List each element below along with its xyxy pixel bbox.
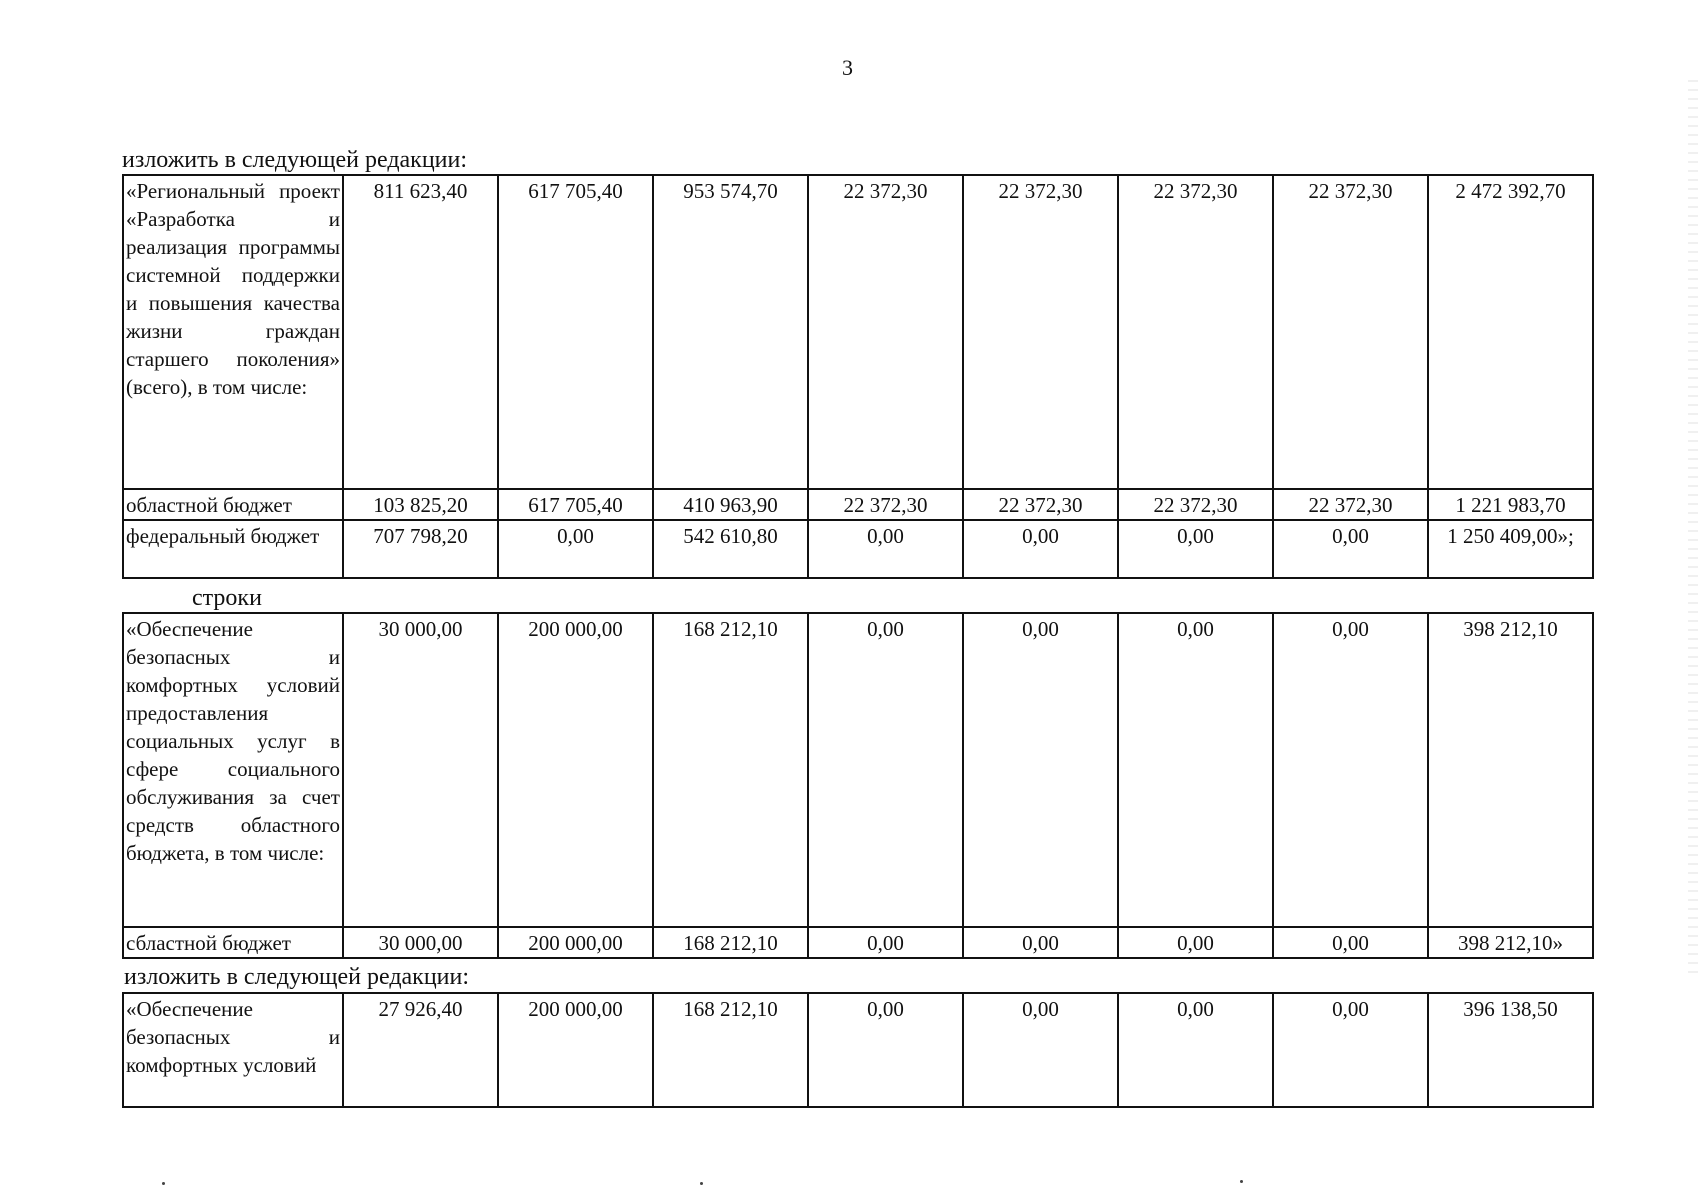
value-cell: 0,00 — [1118, 613, 1273, 927]
value-cell: 0,00 — [1273, 613, 1428, 927]
row-label: «Обеспечение безопасных и комфортных условий — [123, 993, 343, 1107]
value-cell: 30 000,00 — [343, 613, 498, 927]
value-cell: 0,00 — [498, 520, 653, 578]
value-cell: 168 212,10 — [653, 927, 808, 958]
value-cell: 27 926,40 — [343, 993, 498, 1107]
value-cell: 22 372,30 — [808, 489, 963, 520]
value-cell: 22 372,30 — [808, 175, 963, 489]
value-cell: 22 372,30 — [1118, 175, 1273, 489]
value-cell: 0,00 — [1273, 520, 1428, 578]
total-cell: 396 138,50 — [1428, 993, 1593, 1107]
value-cell: 22 372,30 — [1118, 489, 1273, 520]
table-row — [123, 489, 1593, 520]
budget-table-safe-conditions-new — [122, 992, 1594, 1108]
table-row — [123, 613, 1593, 927]
total-cell: 1 250 409,00»; — [1428, 520, 1593, 578]
value-cell: 22 372,30 — [1273, 489, 1428, 520]
row-label: «Обеспечение безопасных и комфортных условий предоставления социальных услуг в сфере социального обслуживания за счет средств областного бюджета, в том числе: — [123, 613, 343, 927]
table-row — [123, 520, 1593, 578]
value-cell: 410 963,90 — [653, 489, 808, 520]
value-cell: 542 610,80 — [653, 520, 808, 578]
value-cell: 0,00 — [963, 520, 1118, 578]
budget-table-regional-project — [122, 174, 1594, 579]
caption-rows: строки — [192, 585, 262, 611]
caption-new-edition-1: изложить в следующей редакции: — [122, 147, 468, 173]
value-cell: 200 000,00 — [498, 613, 653, 927]
value-cell: 22 372,30 — [963, 175, 1118, 489]
total-cell: 398 212,10» — [1428, 927, 1593, 958]
value-cell: 0,00 — [808, 520, 963, 578]
value-cell: 0,00 — [1118, 520, 1273, 578]
value-cell: 103 825,20 — [343, 489, 498, 520]
value-cell: 168 212,10 — [653, 993, 808, 1107]
row-label: федеральный бюджет — [123, 520, 343, 578]
row-label: областной бюджет — [123, 489, 343, 520]
row-label: сбластной бюджет — [123, 927, 343, 958]
scan-speck — [1240, 1180, 1243, 1183]
scan-speck — [162, 1182, 165, 1185]
table-row — [123, 993, 1593, 1107]
value-cell: 0,00 — [963, 927, 1118, 958]
table-row — [123, 927, 1593, 958]
total-cell: 1 221 983,70 — [1428, 489, 1593, 520]
page-number: 3 — [842, 55, 853, 80]
row-label: «Региональный проект «Разработка и реализация программы системной поддержки и повышения качества жизни граждан старшего поколения» (всего), в том числе: — [123, 175, 343, 489]
budget-table-safe-conditions-old — [122, 612, 1594, 959]
value-cell: 0,00 — [808, 613, 963, 927]
value-cell: 617 705,40 — [498, 175, 653, 489]
total-cell: 398 212,10 — [1428, 613, 1593, 927]
total-cell: 2 472 392,70 — [1428, 175, 1593, 489]
value-cell: 707 798,20 — [343, 520, 498, 578]
value-cell: 200 000,00 — [498, 993, 653, 1107]
value-cell: 953 574,70 — [653, 175, 808, 489]
value-cell: 0,00 — [808, 927, 963, 958]
value-cell: 22 372,30 — [1273, 175, 1428, 489]
value-cell: 0,00 — [1273, 993, 1428, 1107]
value-cell: 0,00 — [1273, 927, 1428, 958]
value-cell: 0,00 — [1118, 993, 1273, 1107]
value-cell: 200 000,00 — [498, 927, 653, 958]
caption-new-edition-2: изложить в следующей редакции: — [124, 964, 470, 990]
value-cell: 30 000,00 — [343, 927, 498, 958]
value-cell: 22 372,30 — [963, 489, 1118, 520]
scan-speck — [700, 1182, 703, 1185]
table-row — [123, 175, 1593, 489]
value-cell: 0,00 — [963, 993, 1118, 1107]
value-cell: 617 705,40 — [498, 489, 653, 520]
scan-edge-artifact — [1688, 80, 1698, 980]
value-cell: 811 623,40 — [343, 175, 498, 489]
value-cell: 0,00 — [963, 613, 1118, 927]
value-cell: 0,00 — [808, 993, 963, 1107]
value-cell: 0,00 — [1118, 927, 1273, 958]
value-cell: 168 212,10 — [653, 613, 808, 927]
